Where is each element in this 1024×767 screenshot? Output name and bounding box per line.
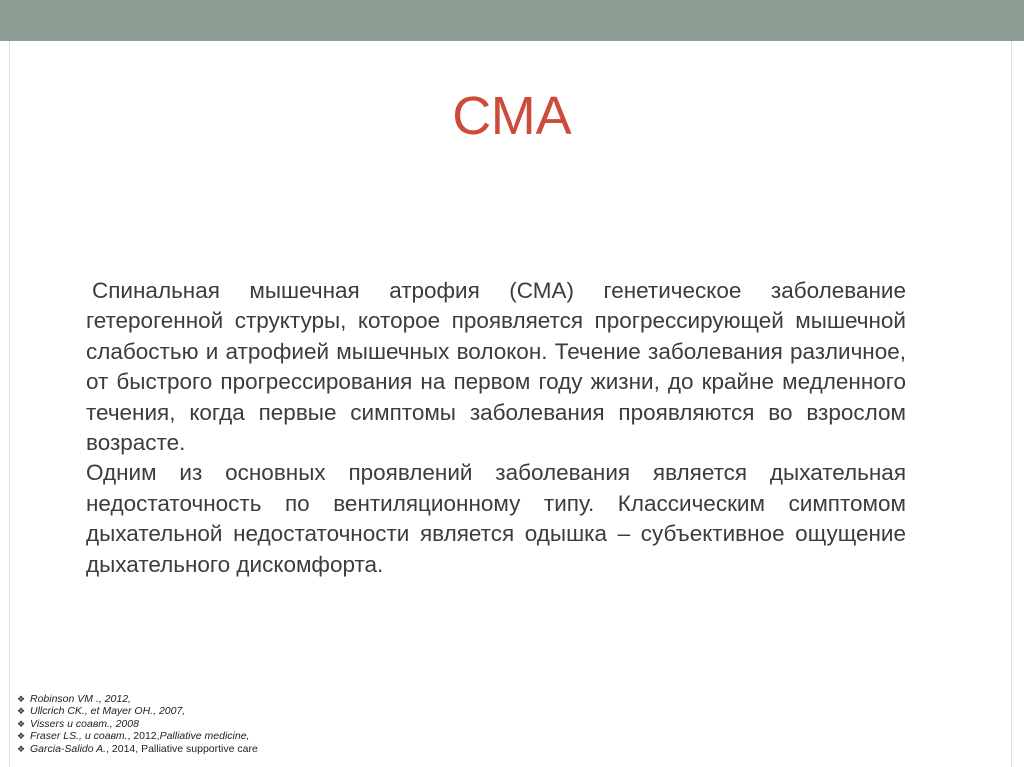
reference-item (16, 705, 258, 717)
reference-author: Fraser LS., и соавт. (30, 730, 128, 743)
reference-journal: Palliative medicine, (159, 730, 250, 743)
slide-body (86, 276, 906, 580)
top-band (0, 0, 1024, 41)
diamond-bullet-icon: ❖ (16, 718, 26, 729)
slide-title: СМА (452, 86, 572, 146)
diamond-bullet-icon: ❖ (16, 694, 26, 704)
reference-item (16, 693, 258, 705)
body-paragraph-2: Одним из основных проявлений заболевания является дыхательная недостаточность по вентиляционному типу. Классическим симптомом дыхательной недостаточности является одышка – субъективное ощущение дыхательного дискомфорта. (86, 460, 906, 577)
reference-author: Robinson VM ., 2012, (30, 693, 131, 705)
body-paragraph-1: Спинальная мышечная атрофия (СМА) генетическое заболевание гетерогенной структуры, которое проявляется прогрессирующей мышечной слабостью и атрофией мышечных волокон. Течение заболевания различное, от быстрого прогрессирования на первом году жизни, до крайне медленного течения, когда первые симптомы заболевания проявляются во взрослом возрасте. (86, 278, 906, 456)
reference-year: , 2012, (127, 730, 160, 743)
reference-item (16, 730, 258, 742)
references-list (16, 693, 258, 755)
diamond-bullet-icon: ❖ (16, 743, 26, 754)
reference-author: Garcia-Salido A. (30, 742, 107, 755)
reference-author: Ullcrich CK., et Mayer OH., 2007, (30, 705, 186, 718)
reference-author: Vissers и соавт., 2008 (30, 717, 139, 730)
diamond-bullet-icon: ❖ (16, 706, 26, 717)
diamond-bullet-icon: ❖ (16, 731, 26, 742)
reference-item (16, 718, 258, 730)
reference-year: , 2014, Palliative supportive care (106, 742, 258, 755)
reference-item (16, 743, 258, 755)
